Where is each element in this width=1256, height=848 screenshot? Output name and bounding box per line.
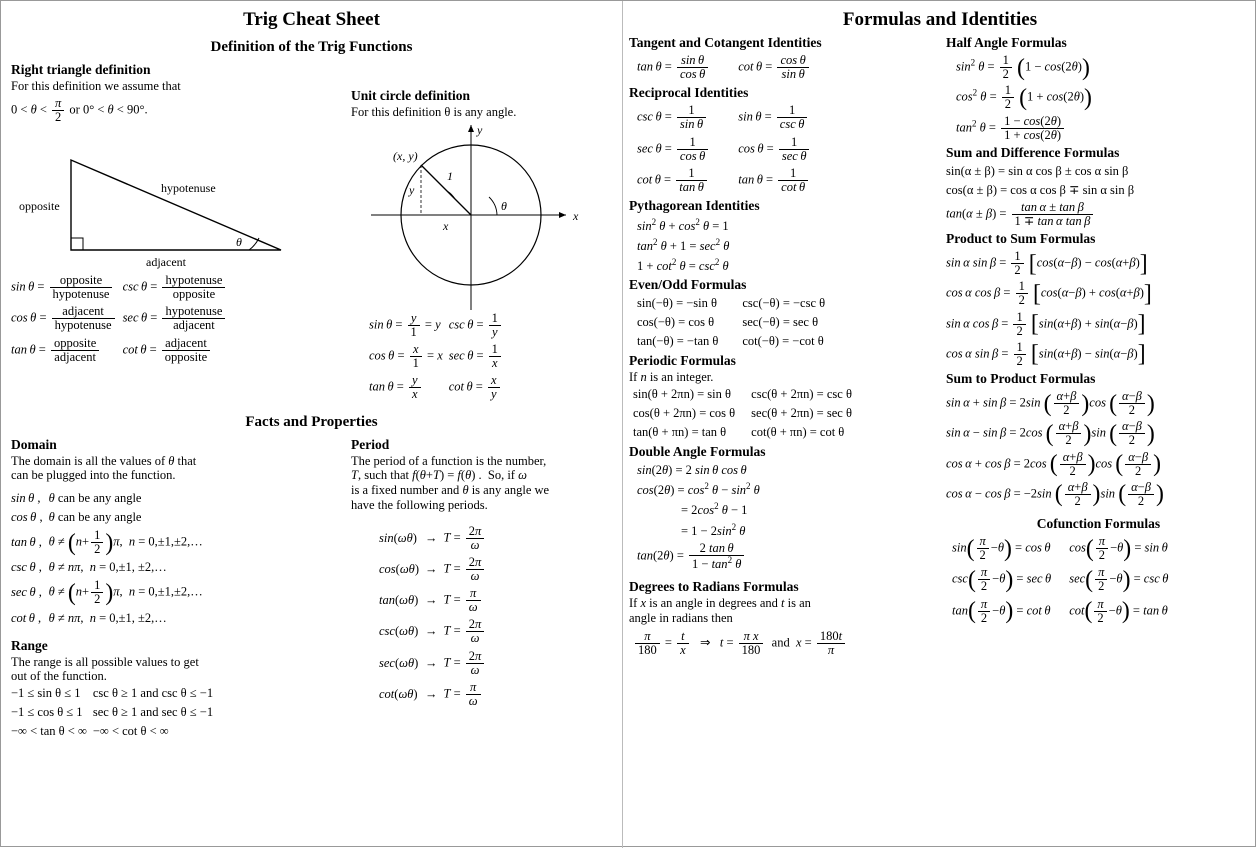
table-row: sin(ωθ) → T = $\frac{2\pi}{\omega}$ xyxy=(379,523,492,554)
table-row: sin θ , θ can be any angle xyxy=(11,491,142,505)
table-row: csc θ = $\frac{1}{\text{sin θ}}$ sin θ = $\frac{1}{\text{csc θ}}$ xyxy=(637,102,817,133)
product-to-sum-item: sin α sin β = $\frac{1}{2}$ [cos(α−β) − cos(α+β)] xyxy=(946,249,1148,278)
table-row xyxy=(637,313,831,332)
pythagorean-heading: Pythagorean Identities xyxy=(629,198,760,213)
reciprocal-heading: Reciprocal Identities xyxy=(629,85,749,101)
svg-text:hypotenuse: hypotenuse xyxy=(161,181,216,195)
domain-text: The domain is all the values of θ that can be plugged into the function. xyxy=(11,453,197,483)
domain-rows xyxy=(11,489,209,628)
half-angle-tan: $\tan^2 \theta$ = $\frac{1 - \cos(2\theta)}{1 + \cos(2\theta)}$ xyxy=(956,115,1251,142)
even-odd-cell: sec(−θ) = sec θ xyxy=(742,315,819,330)
period-block xyxy=(341,435,622,742)
sum-to-product-item: cos α + cos β = 2cos ( $\frac{\alpha+\beta}{2}$ )cos ( $\frac{\alpha-\beta}{2}$ ) xyxy=(946,449,1161,478)
right-triangle-diagram xyxy=(11,130,331,270)
table-row xyxy=(633,385,858,404)
table-row: tan(ωθ) → T = $\frac{\pi}{\omega}$ xyxy=(379,585,492,616)
product-to-sum-item: sin α cos β = $\frac{1}{2}$ [sin(α+β) + sin(α−β)] xyxy=(946,309,1146,338)
table-row: cos θ = $\frac{\text{adjacent}}{\text{hypotenuse}}$ sec θ = $\frac{\text{hypotenuse}}{\text{adjacent}}$ xyxy=(11,303,233,334)
table-row: cos θ , θ can be any angle xyxy=(11,510,142,524)
section-facts-title: Facts and Properties xyxy=(245,413,378,430)
range-cell: −∞ < tan θ < ∞ xyxy=(11,724,87,738)
svg-text:adjacent: adjacent xyxy=(146,255,186,269)
pythagorean-item: $\sin^2 \theta + \cos^2 \theta = 1$ xyxy=(637,217,729,234)
right-triangle-heading: Right triangle definition xyxy=(11,62,151,77)
table-row xyxy=(637,294,831,313)
unit-circle-definition xyxy=(341,60,622,404)
right-triangle-condition: 0 < θ < $\frac{\pi}{2}$ or 0° < θ < 90°. xyxy=(11,95,148,124)
pythagorean-item: $\tan^2 \theta + 1 = \sec^2 \theta$ xyxy=(637,237,730,254)
left-column xyxy=(1,1,623,848)
table-row xyxy=(11,703,219,722)
sum-to-product-item: sin α + sin β = 2sin ( $\frac{\alpha+\beta}{2}$ )cos ( $\frac{\alpha-\beta}{2}$ ) xyxy=(946,389,1155,418)
domain-heading: Domain xyxy=(11,436,57,452)
table-row: cot(ωθ) → T = $\frac{\pi}{\omega}$ xyxy=(379,679,492,710)
even-odd-items xyxy=(637,294,831,351)
period-rows xyxy=(379,523,492,711)
double-angle-item: = $2\cos^2$ θ − 1 xyxy=(681,501,748,518)
even-odd-heading: Even/Odd Formulas xyxy=(629,277,747,293)
table-row: cot θ , θ ≠ nπ, n = 0,±1, ±2,… xyxy=(11,610,167,625)
periodic-cell: tan(θ + πn) = tan θ xyxy=(633,425,727,440)
svg-text:x: x xyxy=(443,218,449,233)
half-angle-item: $\sin^2 \theta$ = $\frac{1}{2}$ (1 − cos(2θ)) xyxy=(956,53,1090,82)
product-to-sum-item: cos α cos β = $\frac{1}{2}$ [cos(α−β) + cos(α+β)] xyxy=(946,279,1152,308)
double-angle-heading: Double Angle Formulas xyxy=(629,444,766,460)
degrees-radians-equation: $\frac{\pi}{180}$ = $\frac{t}{x}$ ⇒ t = $\frac{\text{π x}}{180}$ and x = $\frac{180t}{\pi}$ xyxy=(633,630,934,657)
svg-text:opposite: opposite xyxy=(19,199,60,213)
right-title: Formulas and Identities xyxy=(842,9,1038,30)
svg-text:1: 1 xyxy=(447,168,453,183)
right-triangle-definition xyxy=(1,60,341,404)
range-cell: −1 ≤ sin θ ≤ 1 xyxy=(11,686,81,700)
half-angle-heading: Half Angle Formulas xyxy=(946,35,1067,50)
table-row: sin( $\frac{\pi}{2}$ −θ) = cos θ cos( $\frac{\pi}{2}$ −θ) = sin θ xyxy=(952,534,1168,563)
range-cell: −1 ≤ cos θ ≤ 1 xyxy=(11,705,83,719)
range-cell: sec θ ≥ 1 and sec θ ≤ −1 xyxy=(92,705,214,719)
svg-text:θ: θ xyxy=(236,235,242,249)
table-row: tan θ = $\frac{y}{x}$ cot θ = $\frac{x}{y}$ xyxy=(369,372,509,403)
right-triangle-line1: For this definition we assume that xyxy=(11,79,181,93)
sum-difference-item: cos(α ± β) = cos α cos β ∓ sin α sin β xyxy=(946,182,1135,197)
cofunction-items xyxy=(952,533,1174,627)
table-row: sec(ωθ) → T = $\frac{2\pi}{\omega}$ xyxy=(379,648,492,679)
table-row: csc θ , θ ≠ nπ, n = 0,±1, ±2,… xyxy=(11,560,167,575)
table-row: cot θ = $\frac{1}{\text{tan θ}}$ tan θ = $\frac{1}{\text{cot θ}}$ xyxy=(637,165,817,196)
domain-range-block xyxy=(1,435,341,742)
table-row: tan θ = $\frac{\text{opposite}}{\text{adjacent}}$ cot θ = $\frac{\text{adjacent}}{\text{opposite}}$ xyxy=(11,335,233,366)
table-row: sin θ = $\frac{\text{opposite}}{\text{hypotenuse}}$ csc θ = $\frac{\text{hypotenuse}}{\text{opposite}}$ xyxy=(11,272,233,303)
table-row xyxy=(633,404,858,423)
table-row xyxy=(11,722,219,741)
svg-text:x: x xyxy=(573,208,579,223)
unit-circle-diagram xyxy=(351,120,612,310)
range-cell: −∞ < cot θ < ∞ xyxy=(92,724,169,738)
sum-difference-tan: tan(α ± β) = $\frac{\text{tan α ± tan β}}{\text{1 ∓ tan α tan β}}$ xyxy=(946,201,1251,228)
svg-text:(x, y): (x, y) xyxy=(393,148,418,163)
tangent-cotangent-items xyxy=(637,52,817,83)
sum-to-product-item: cos α − cos β = −2sin ( $\frac{\alpha+\beta}{2}$ )sin ( $\frac{\alpha-\beta}{2}$ ) xyxy=(946,479,1164,508)
sum-to-product-heading: Sum to Product Formulas xyxy=(946,371,1096,386)
table-row xyxy=(633,423,858,442)
unit-circle-formulas xyxy=(369,310,509,404)
pythagorean-item: $1 + \cot^2 \theta = \csc^2 \theta$ xyxy=(637,257,729,274)
table-row: cos θ = $\frac{x}{1}$ = x sec θ = $\frac{1}{x}$ xyxy=(369,341,509,372)
range-rows xyxy=(11,684,219,741)
even-odd-cell: cot(−θ) = −cot θ xyxy=(742,334,824,349)
unit-circle-line1: For this definition θ is any angle. xyxy=(351,105,517,119)
sum-to-product-item: sin α − sin β = 2cos ( $\frac{\alpha+\beta}{2}$ )sin ( $\frac{\alpha-\beta}{2}$ ) xyxy=(946,419,1155,448)
formulas-column xyxy=(940,33,1256,660)
double-angle-item: = $1 - 2\sin^2$ θ xyxy=(681,521,746,538)
period-heading: Period xyxy=(351,436,390,452)
periodic-cell: cos(θ + 2πn) = cos θ xyxy=(633,406,736,421)
svg-text:θ: θ xyxy=(501,198,507,213)
range-cell: csc θ ≥ 1 and csc θ ≤ −1 xyxy=(92,686,214,700)
double-angle-tan: tan(2θ) = $\frac{\text{2 tan θ}}{1 - \tan^2 \theta}$ xyxy=(637,542,934,571)
period-text: The period of a function is the number, T, such that f(θ+T) = f(θ) . So, if ω is a fixed number and θ is any angle we have the following periods. xyxy=(351,453,550,512)
periodic-cell: sec(θ + 2πn) = sec θ xyxy=(751,406,852,421)
half-angle-item: $\cos^2 \theta$ = $\frac{1}{2}$ (1 + cos(2θ)) xyxy=(956,83,1092,112)
range-text: The range is all possible values to get out of the function. xyxy=(11,654,199,684)
product-to-sum-heading: Product to Sum Formulas xyxy=(946,231,1096,246)
degrees-radians-note: If x is an angle in degrees and t is an angle in radians then xyxy=(629,596,811,625)
table-row: tan θ = $\frac{\text{sin θ}}{\text{cos θ}}$ cot θ = $\frac{\text{cos θ}}{\text{sin θ}}$ xyxy=(637,52,817,83)
table-row: csc(ωθ) → T = $\frac{2\pi}{\omega}$ xyxy=(379,616,492,647)
table-row xyxy=(11,684,219,703)
right-column xyxy=(623,1,1256,848)
identities-column xyxy=(623,33,940,660)
even-odd-cell: csc(−θ) = −csc θ xyxy=(742,296,826,311)
periodic-items xyxy=(633,385,858,442)
cofunction-heading: Cofunction Formulas xyxy=(1036,516,1161,531)
table-row: cos(ωθ) → T = $\frac{2\pi}{\omega}$ xyxy=(379,554,492,585)
double-angle-item: sin(2θ) = 2 sin θ cos θ xyxy=(637,463,747,478)
svg-text:y: y xyxy=(477,122,483,137)
reciprocal-items xyxy=(637,102,817,196)
periodic-heading: Periodic Formulas xyxy=(629,353,736,369)
page-title: Trig Cheat Sheet xyxy=(243,9,380,30)
table-row: csc( $\frac{\pi}{2}$ −θ) = sec θ sec( $\frac{\pi}{2}$ −θ) = csc θ xyxy=(952,565,1169,594)
table-row: tan θ , θ ≠ (n+ $\frac{1}{2}$ )π, n = 0,±1,±2,… xyxy=(11,528,203,557)
product-to-sum-item: cos α sin β = $\frac{1}{2}$ [sin(α+β) − sin(α−β)] xyxy=(946,339,1146,368)
table-row: sec θ , θ ≠ (n+ $\frac{1}{2}$ )π, n = 0,±1,±2,… xyxy=(11,578,203,607)
sum-difference-heading: Sum and Difference Formulas xyxy=(946,144,1120,160)
unit-circle-heading: Unit circle definition xyxy=(351,88,470,103)
even-odd-cell: tan(−θ) = −tan θ xyxy=(637,334,719,349)
periodic-cell: sin(θ + 2πn) = sin θ xyxy=(633,387,732,402)
double-angle-item: $\cos(2\theta) = \cos^2 \theta - \sin^2 \theta$ xyxy=(637,481,760,498)
right-triangle-formulas xyxy=(11,272,233,366)
table-row: sec θ = $\frac{1}{\text{cos θ}}$ cos θ = $\frac{1}{\text{sec θ}}$ xyxy=(637,134,817,165)
range-heading: Range xyxy=(11,637,48,653)
even-odd-cell: cos(−θ) = cos θ xyxy=(637,315,715,330)
periodic-note: If n is an integer. xyxy=(629,370,714,385)
degrees-radians-heading: Degrees to Radians Formulas xyxy=(629,579,799,595)
tangent-cotangent-heading: Tangent and Cotangent Identities xyxy=(629,35,822,50)
periodic-cell: cot(θ + πn) = cot θ xyxy=(751,425,845,440)
sum-difference-item: sin(α ± β) = sin α cos β ± cos α sin β xyxy=(946,163,1129,178)
periodic-cell: csc(θ + 2πn) = csc θ xyxy=(751,387,852,402)
section-definition-title: Definition of the Trig Functions xyxy=(210,39,413,55)
table-row: tan( $\frac{\pi}{2}$ −θ) = cot θ cot( $\frac{\pi}{2}$ −θ) = tan θ xyxy=(952,596,1168,625)
table-row xyxy=(637,332,831,351)
svg-text:y: y xyxy=(409,182,415,197)
table-row: sin θ = $\frac{y}{1}$ = y csc θ = $\frac{1}{y}$ xyxy=(369,310,509,341)
even-odd-cell: sin(−θ) = −sin θ xyxy=(637,296,717,311)
